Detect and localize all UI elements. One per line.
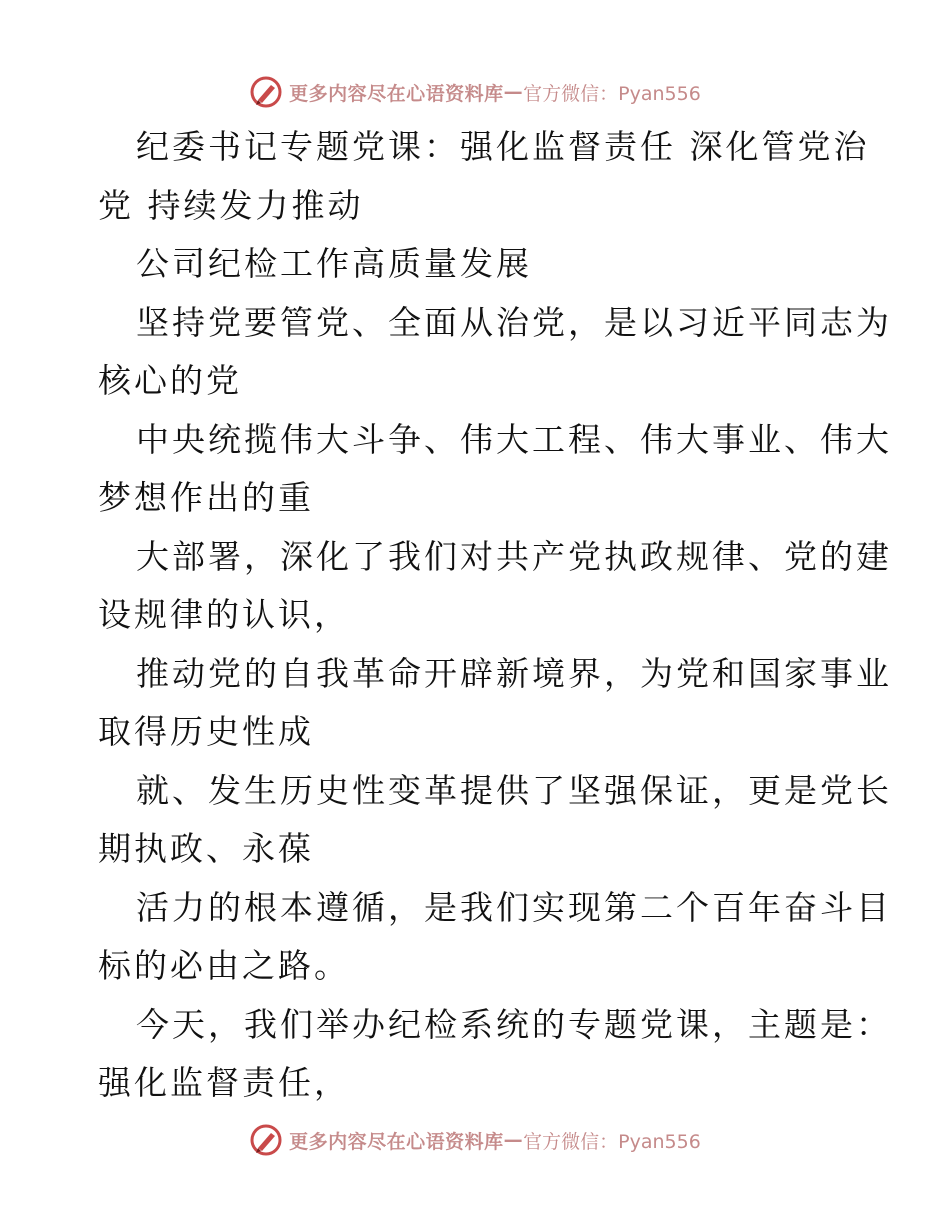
- text-line: 坚持党要管党、全面从治党，是以习近平同志为: [136, 302, 892, 342]
- text-line: 标的必由之路。: [98, 946, 350, 985]
- text-line: 核心的党: [98, 361, 242, 400]
- text-line: 党 持续发力推动: [98, 185, 364, 225]
- text-line: 就、发生历史性变革提供了坚强保证，更是党长: [136, 770, 892, 810]
- footer-watermark: [0, 1120, 950, 1160]
- text-line: 今天，我们举办纪检系统的专题党课，主题是：: [136, 1004, 892, 1044]
- text-line: 中央统揽伟大斗争、伟大工程、伟大事业、伟大: [136, 419, 892, 459]
- watermark-text: 更多内容尽在心语资料库: [289, 1130, 504, 1153]
- document-body: [98, 118, 892, 1113]
- watermark-separator: —: [503, 1129, 524, 1151]
- text-line: 活力的根本遵循，是我们实现第二个百年奋斗目: [136, 887, 892, 927]
- text-line: 推动党的自我革命开辟新境界，为党和国家事业: [136, 653, 892, 693]
- watermark-contact: 官方微信：Pyan556: [523, 82, 701, 105]
- text-line: 取得历史性成: [98, 712, 314, 751]
- text-line: 纪委书记专题党课：强化监督责任 深化管党治: [136, 127, 870, 166]
- watermark-contact: 官方微信：Pyan556: [523, 1130, 701, 1153]
- text-line: 设规律的认识，: [98, 595, 350, 634]
- text-line: 期执政、永葆: [98, 829, 314, 868]
- pen-logo-icon: [249, 75, 283, 109]
- watermark-separator: —: [503, 81, 524, 103]
- text-line: 大部署，深化了我们对共产党执政规律、党的建: [136, 536, 892, 576]
- watermark-text: 更多内容尽在心语资料库: [289, 82, 504, 105]
- text-line: 公司纪检工作高质量发展: [136, 244, 532, 283]
- text-line: 强化监督责任，: [98, 1063, 350, 1102]
- pen-logo-icon: [249, 1123, 283, 1157]
- header-watermark: [0, 72, 950, 112]
- text-line: 梦想作出的重: [98, 478, 314, 517]
